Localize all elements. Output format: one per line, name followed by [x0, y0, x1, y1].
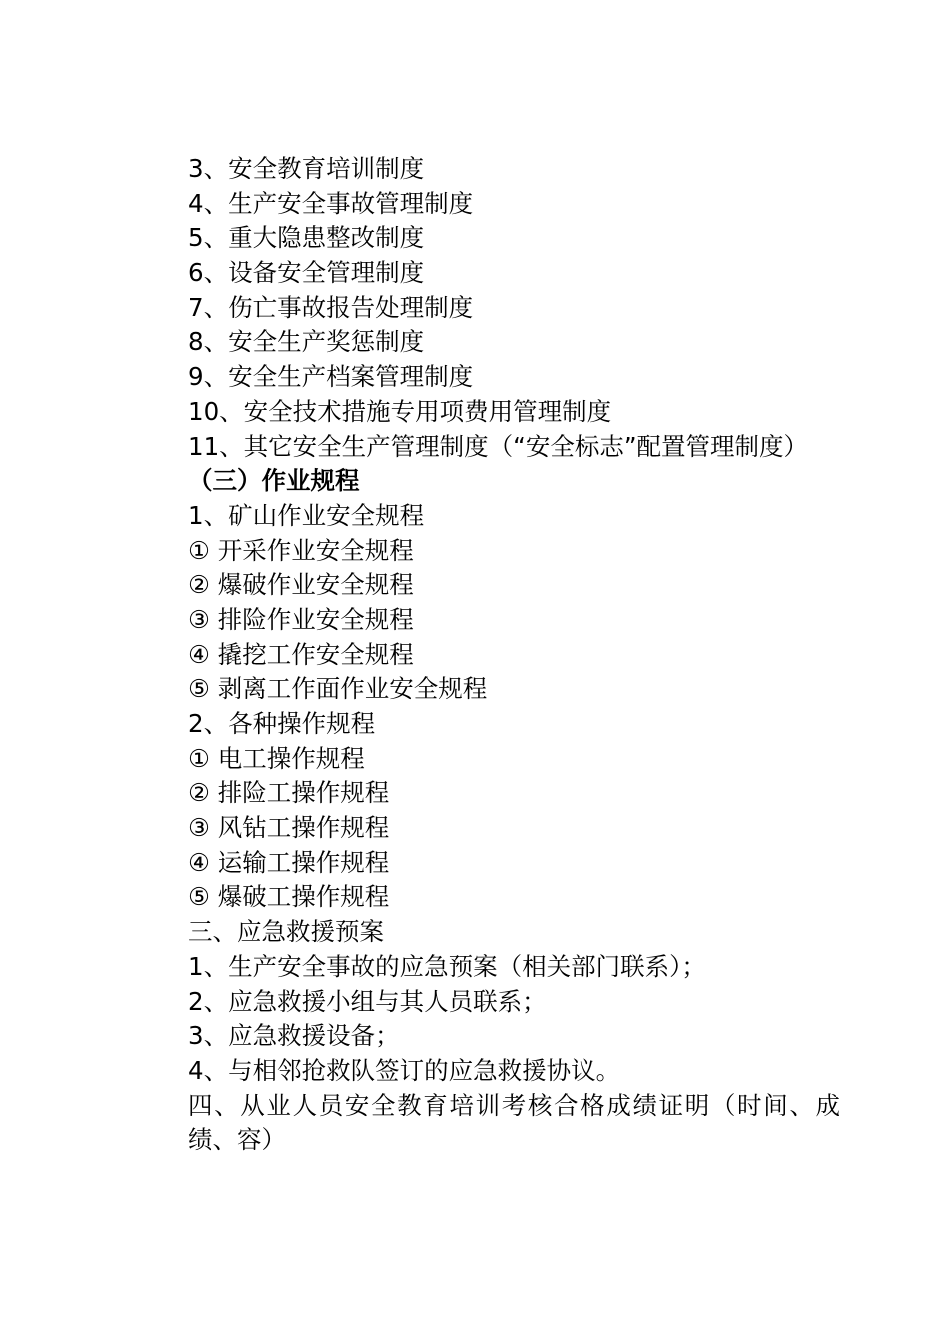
- list-item: 4、生产安全事故管理制度: [188, 188, 474, 218]
- list-item: ④ 运输工操作规程: [188, 847, 390, 877]
- section-heading: 三、应急救援预案: [188, 917, 384, 947]
- list-item: ② 爆破作业安全规程: [188, 570, 414, 600]
- list-item: 10、安全技术措施专用项费用管理制度: [188, 396, 612, 426]
- list-item: 3、应急救援设备；: [188, 1021, 400, 1051]
- list-item: ① 电工操作规程: [188, 743, 365, 773]
- list-item: ② 排险工操作规程: [188, 778, 390, 808]
- list-item: 11、其它安全生产管理制度（“安全标志”配置管理制度）: [188, 431, 809, 461]
- list-item: ⑤ 剥离工作面作业安全规程: [188, 674, 488, 704]
- list-item: ① 开采作业安全规程: [188, 535, 414, 565]
- list-item: 2、应急救援小组与其人员联系；: [188, 986, 547, 1016]
- list-item: 5、重大隐患整改制度: [188, 223, 425, 253]
- list-item: 1、生产安全事故的应急预案（相关部门联系）；: [188, 951, 706, 981]
- list-item: ⑤ 爆破工操作规程: [188, 882, 390, 912]
- section-heading: （三）作业规程: [188, 466, 360, 496]
- list-item: 6、设备安全管理制度: [188, 258, 425, 288]
- list-item: 7、伤亡事故报告处理制度: [188, 292, 474, 322]
- list-item: 8、安全生产奖惩制度: [188, 327, 425, 357]
- list-item: 4、与相邻抢救队签订的应急救援协议。: [188, 1055, 621, 1085]
- list-item: 9、安全生产档案管理制度: [188, 362, 474, 392]
- list-item: ③ 风钻工操作规程: [188, 813, 390, 843]
- document-body: [136, 152, 840, 1158]
- list-item: 1、矿山作业安全规程: [188, 500, 425, 530]
- list-item: ③ 排险作业安全规程: [188, 604, 414, 634]
- section-heading: 四、从业人员安全教育培训考核合格成绩证明（时间、成绩、容）: [188, 1090, 840, 1155]
- list-item: 2、各种操作规程: [188, 709, 376, 739]
- list-item: 3、安全教育培训制度: [188, 154, 425, 183]
- list-item: ④ 撬挖工作安全规程: [188, 639, 414, 669]
